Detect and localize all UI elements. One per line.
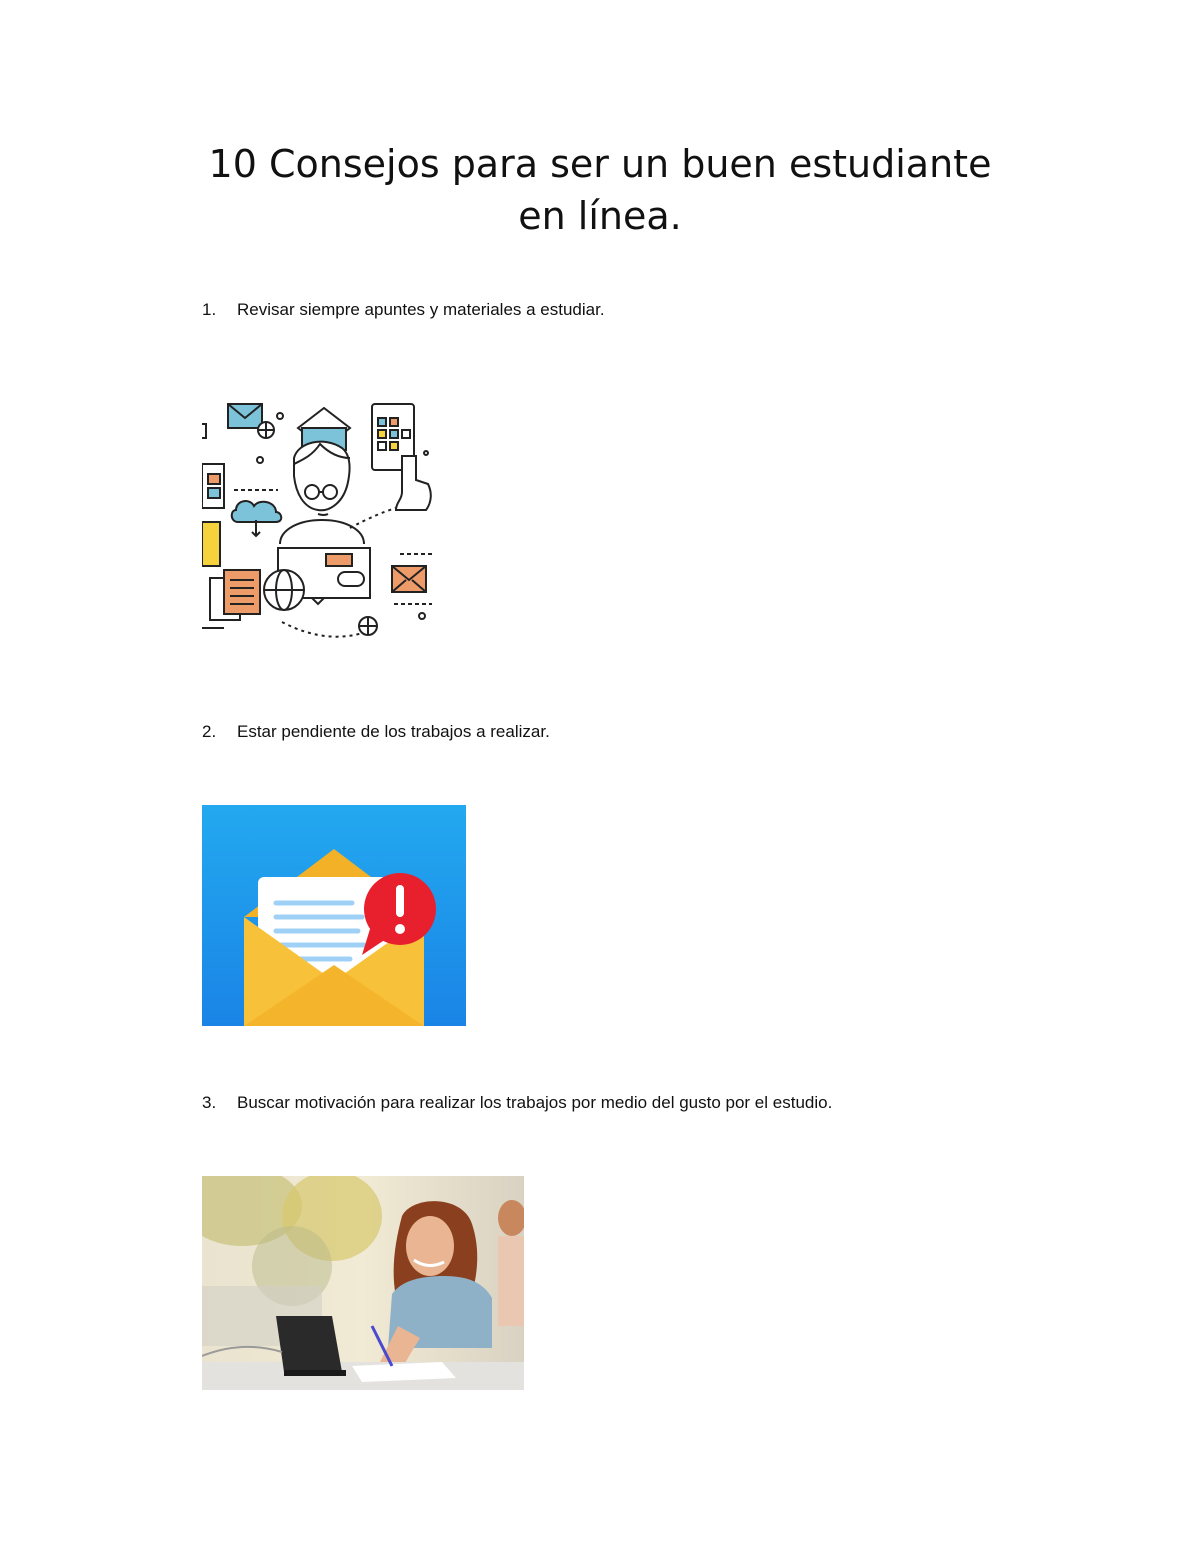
- online-study-illustration: [202, 398, 436, 643]
- list-item-text: Estar pendiente de los trabajos a realizar.: [237, 722, 550, 741]
- list-item-text: Buscar motivación para realizar los trabajos por medio del gusto por el estudio.: [237, 1093, 833, 1112]
- page-title: [150, 138, 1050, 242]
- email-alert-illustration: [202, 805, 466, 1026]
- title-line-2: en línea.: [518, 194, 682, 238]
- list-item: [202, 722, 550, 742]
- list-item-text: Revisar siempre apuntes y materiales a estudiar.: [237, 300, 605, 319]
- title-line-1: 10 Consejos para ser un buen estudiante: [208, 142, 992, 186]
- list-number: 3.: [202, 1093, 217, 1112]
- list-item: [202, 300, 605, 320]
- student-studying-photo: [202, 1176, 524, 1390]
- list-number: 1.: [202, 300, 217, 319]
- list-number: 2.: [202, 722, 217, 741]
- list-item: [202, 1093, 832, 1113]
